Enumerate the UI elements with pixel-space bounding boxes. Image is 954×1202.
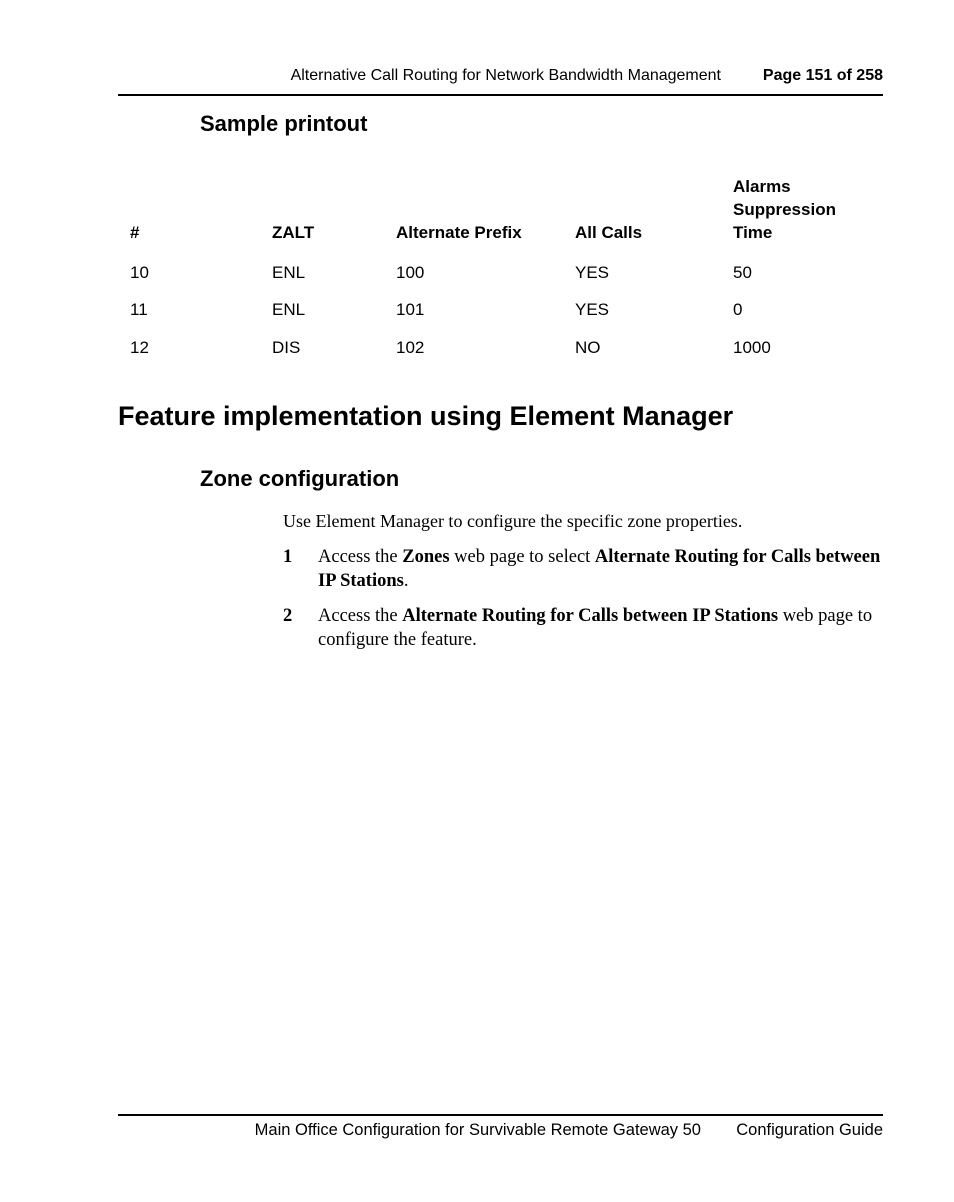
table-cell: 102 [396, 337, 425, 357]
step-number: 1 [283, 547, 293, 567]
table-cell: YES [575, 300, 610, 320]
table-cell: ENL [272, 300, 306, 320]
table-cell: 11 [130, 300, 148, 320]
table-cell: 1000 [733, 337, 771, 357]
column-header-all-calls: All Calls [575, 223, 643, 242]
table-cell: 0 [733, 300, 743, 320]
page-footer [118, 1114, 883, 1146]
procedure-step-2 [283, 604, 883, 652]
table-cell: 100 [396, 262, 425, 282]
table-row [130, 254, 873, 292]
procedure-step-1 [283, 545, 883, 593]
table-cell: 12 [130, 337, 149, 357]
table-cell: 10 [130, 262, 149, 282]
column-header-alarms-suppression-time: Alarms Suppression Time [733, 177, 836, 242]
table-row [130, 292, 873, 330]
column-header-alternate-prefix: Alternate Prefix [396, 223, 522, 242]
column-header-number: # [130, 223, 140, 242]
zones-page-name: Zones [402, 547, 450, 567]
sample-printout-table [130, 175, 873, 367]
column-header-zalt: ZALT [272, 223, 315, 242]
table-cell: DIS [272, 337, 301, 357]
alternate-routing-option: Alternate Routing for Calls between IP Stations [318, 547, 881, 591]
footer-guide-title: Configuration Guide [736, 1121, 883, 1139]
header-title: Alternative Call Routing for Network Bandwidth Management [290, 67, 721, 84]
table-header-row [130, 175, 873, 254]
table-cell: NO [575, 337, 601, 357]
step-text: Access the Alternate Routing for Calls between IP Stations web page to configure the feature. [318, 606, 873, 650]
alternate-routing-page-name: Alternate Routing for Calls between IP Stations [402, 606, 779, 626]
step-text: Access the Zones web page to select Alternate Routing for Calls between IP Stations. [318, 547, 881, 591]
footer-document-title: Main Office Configuration for Survivable Remote Gateway 50 [254, 1121, 701, 1139]
table-cell: 50 [733, 262, 752, 282]
page-header [118, 62, 883, 96]
table-cell: YES [575, 262, 610, 282]
section-heading: Feature implementation using Element Manager [118, 401, 734, 431]
sample-printout-heading: Sample printout [200, 111, 368, 136]
table-cell: 101 [396, 300, 425, 320]
page-number: Page 151 of 258 [762, 67, 883, 84]
intro-paragraph: Use Element Manager to configure the specific zone properties. [283, 511, 743, 531]
step-number: 2 [283, 606, 293, 626]
table-cell: ENL [272, 262, 306, 282]
zone-configuration-heading: Zone configuration [200, 466, 400, 491]
table-row [130, 329, 873, 367]
